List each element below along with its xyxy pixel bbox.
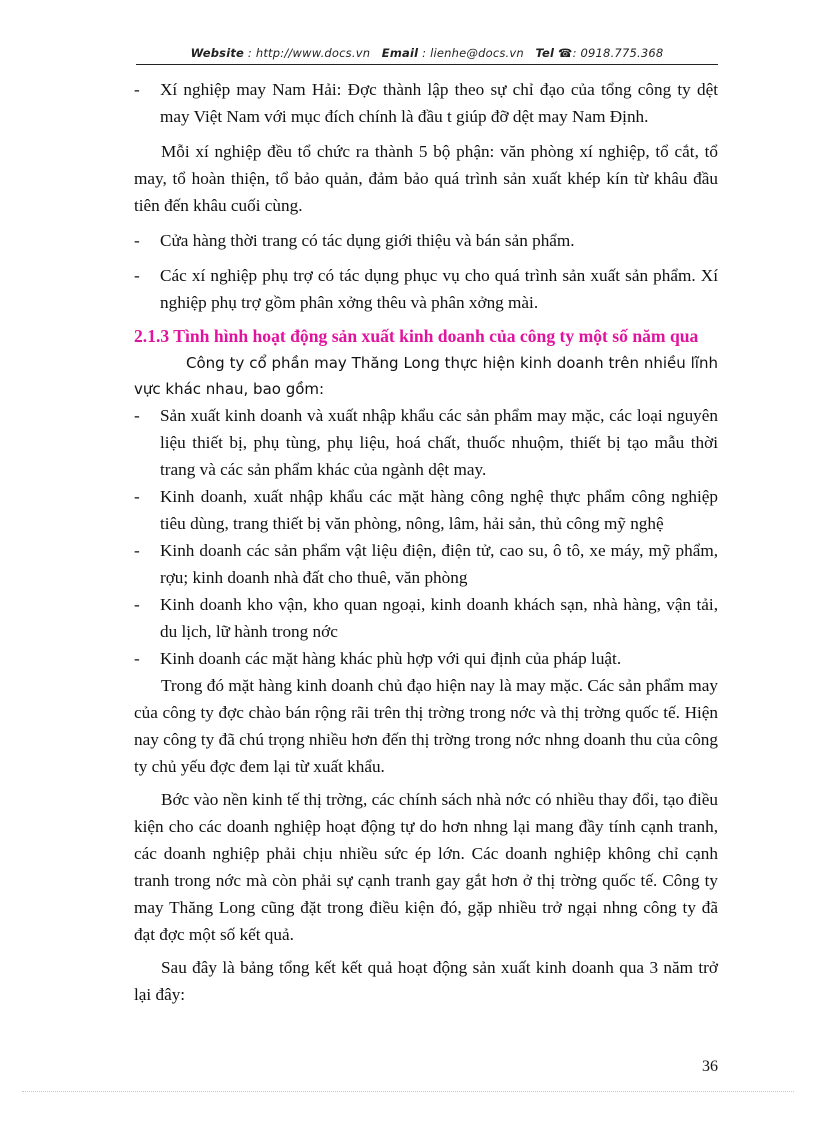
bullet-text: Các xí nghiệp phụ trợ có tác dụng phục vụ cho quá trình sản xuất sản phẩm. Xí nghiệp phụ trợ gồm phân xởng thêu và phân xởng mài. xyxy=(160,266,718,312)
bullet-item xyxy=(134,537,718,591)
bullet-dash: - xyxy=(134,80,140,99)
bullet-item xyxy=(134,262,718,316)
bullet-item xyxy=(134,591,718,645)
bullet-dash: - xyxy=(134,541,140,560)
bullet-dash: - xyxy=(134,406,140,425)
bullet-dash: - xyxy=(134,266,140,285)
document-body xyxy=(134,76,718,1008)
bullet-text: Xí nghiệp may Nam Hải: Đợc thành lập theo sự chỉ đạo của tổng công ty dệt may Việt Nam với mục đích chính là đầu t giúp đỡ dệt may Nam Định. xyxy=(160,80,718,126)
phone-icon: ☎ xyxy=(558,46,573,60)
page-header xyxy=(136,46,718,60)
tel-value: : 0918.775.368 xyxy=(572,46,664,60)
website-label: Website xyxy=(190,46,245,60)
bullet-text: Cửa hàng thời trang có tác dụng giới thiệu và bán sản phẩm. xyxy=(160,231,575,250)
bullet-item xyxy=(134,227,718,254)
bullet-dash: - xyxy=(134,649,140,668)
bullet-text: Kinh doanh, xuất nhập khẩu các mặt hàng công nghệ thực phẩm công nghiệp tiêu dùng, trang thiết bị văn phòng, nông, lâm, hải sản, thủ công mỹ nghệ xyxy=(160,487,718,533)
bullet-item xyxy=(134,76,718,130)
paragraph-intro: Công ty cổ phần may Thăng Long thực hiện kinh doanh trên nhiều lĩnh vực khác nhau, bao gồm: xyxy=(134,354,718,398)
bullet-dash: - xyxy=(134,487,140,506)
paragraph-mat-hang: Trong đó mặt hàng kinh doanh chủ đạo hiện nay là may mặc. Các sản phẩm may của công ty đợc chào bán rộng rãi trên thị trờng trong nớc và thị trờng quốc tế. Hiện nay công ty đã chú trọng nhiều hơn đến thị trờng trong nớc nhng doanh thu của công ty chủ yếu đợc đem lại từ xuất khẩu. xyxy=(134,676,718,776)
bullet-text: Sản xuất kinh doanh và xuất nhập khẩu các sản phẩm may mặc, các loại nguyên liệu thiết bị, phụ tùng, phụ liệu, hoá chất, thuốc nhuộm, thiết bị tạo mẫu thời trang và các sản phẩm khác của ngành dệt may. xyxy=(160,406,718,479)
paragraph-kinh-te: Bớc vào nền kinh tế thị trờng, các chính sách nhà nớc có nhiều thay đổi, tạo điều kiện cho các doanh nghiệp hoạt động tự do hơn nhng lại mang đầy tính cạnh tranh, các doanh nghiệp phải chịu nhiều sức ép lớn. Các doanh nghiệp không chỉ cạnh tranh trong nớc mà còn phải sự cạnh tranh gay gắt hơn ở thị trờng quốc tế. Công ty may Thăng Long cũng đặt trong điều kiện đó, gặp nhiều trở ngại nhng công ty đã đạt đợc một số kết quả. xyxy=(134,790,718,944)
bullet-item xyxy=(134,402,718,483)
page-number: 36 xyxy=(702,1058,718,1075)
bullet-dash: - xyxy=(134,595,140,614)
tel-label: Tel xyxy=(535,46,555,60)
header-divider xyxy=(136,64,718,65)
website-value: : http://www.docs.vn xyxy=(247,46,371,60)
bullet-text: Kinh doanh các sản phẩm vật liệu điện, điện tử, cao su, ô tô, xe máy, mỹ phẩm, rợu; kinh doanh nhà đất cho thuê, văn phòng xyxy=(160,541,718,587)
bullet-text: Kinh doanh kho vận, kho quan ngoại, kinh doanh khách sạn, nhà hàng, vận tải, du lịch, lữ hành trong nớc xyxy=(160,595,718,641)
section-heading: 2.1.3 Tình hình hoạt động sản xuất kinh doanh của công ty một số năm qua xyxy=(134,326,699,346)
paragraph-bo-phan: Mỗi xí nghiệp đều tổ chức ra thành 5 bộ phận: văn phòng xí nghiệp, tổ cắt, tổ may, tổ hoàn thiện, tổ bảo quản, đảm bảo quá trình sản xuất khép kín từ khâu đầu tiên đến khâu cuối cùng. xyxy=(134,142,718,215)
bullet-item xyxy=(134,483,718,537)
paragraph-bang: Sau đây là bảng tổng kết kết quả hoạt động sản xuất kinh doanh qua 3 năm trở lại đây: xyxy=(134,958,718,1004)
email-value: : lienhe@docs.vn xyxy=(422,46,524,60)
footer-divider xyxy=(22,1091,794,1092)
bullet-item xyxy=(134,645,718,672)
email-label: Email xyxy=(381,46,419,60)
bullet-text: Kinh doanh các mặt hàng khác phù hợp với qui định của pháp luật. xyxy=(160,649,622,668)
bullet-dash: - xyxy=(134,231,140,250)
